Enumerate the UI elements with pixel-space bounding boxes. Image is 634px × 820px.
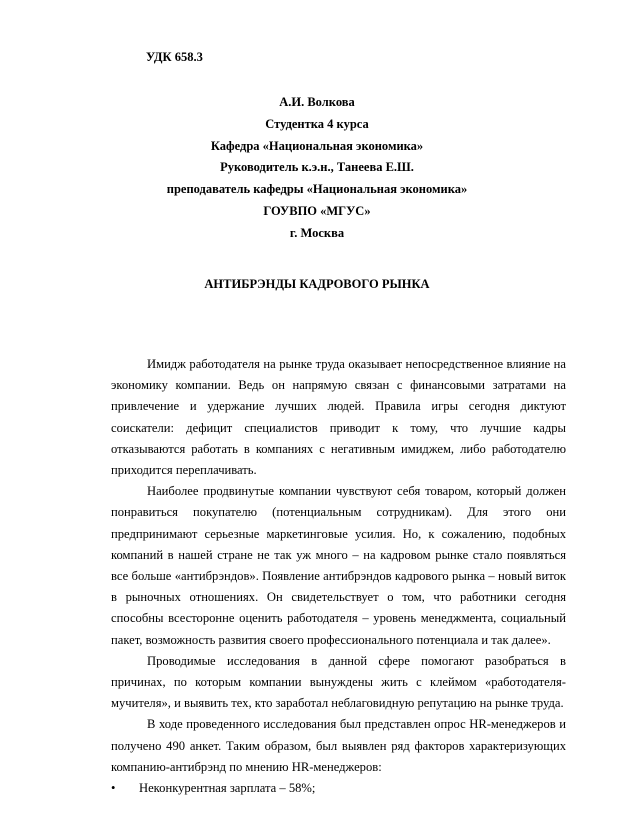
supervisor: Руководитель к.э.н., Танеева Е.Ш.: [220, 160, 414, 175]
author-department: Кафедра «Национальная экономика»: [210, 138, 424, 153]
university: ГОУВПО «МГУС»: [263, 203, 371, 218]
list-item: [111, 778, 566, 799]
city: г. Москва: [289, 225, 345, 240]
author-status: Студентка 4 курса: [265, 116, 369, 131]
author-block: [0, 92, 634, 245]
paragraph: Проводимые исследования в данной сфере помогают разобраться в причинах, по которым компании вынуждены жить с клеймом «работодателя-мучителя», и выявить тех, кто заработал неблаговидную репутацию на рынке труда.: [111, 653, 566, 711]
bullet-icon: •: [111, 781, 116, 796]
udk-code: УДК 658.3: [146, 50, 203, 64]
article-title: АНТИБРЭНДЫ КАДРОВОГО РЫНКА: [204, 277, 430, 291]
list-item-text: Неконкурентная зарплата – 58%;: [139, 781, 316, 796]
author-name: А.И. Волкова: [279, 95, 355, 109]
paragraph: В ходе проведенного исследования был представлен опрос HR-менеджеров и получено 490 анкет. Таким образом, был выявлен ряд факторов характеризующих компанию-антибрэнд по мнению HR-менеджеров:: [111, 717, 566, 774]
article-body: [111, 354, 566, 799]
paragraph: Имидж работодателя на рынке труда оказывает непосредственное влияние на экономику компании. Ведь он напрямую связан с финансовыми затратами на привлечение и удержание лучших людей. Правила игры сегодня диктуют соискатели: дефицит специалистов приводит к тому, что лучшие кадры отказываются работать в компаниях с негативным имиджем, либо работодателю приходится переплачивать.: [111, 357, 566, 478]
supervisor-role: преподаватель кафедры «Национальная экономика»: [166, 182, 468, 197]
paragraph: Наиболее продвинутые компании чувствуют себя товаром, который должен понравиться покупателю (потенциальным сотрудникам). Для этого они предпринимают серьезные маркетинговые усилия. Но, к сожалению, подобных компаний в нашей стране не так уж много – на кадровом рынке стало появляться все больше «антибрэндов». Появление антибрэндов кадрового рынка – новый виток в рыночных отношениях. Он свидетельствует о том, что работники сегодня способны всесторонне оценить работодателя – уровень менеджмента, социальный пакет, возможность развития своего профессионального потенциала и так далее».: [111, 484, 566, 647]
